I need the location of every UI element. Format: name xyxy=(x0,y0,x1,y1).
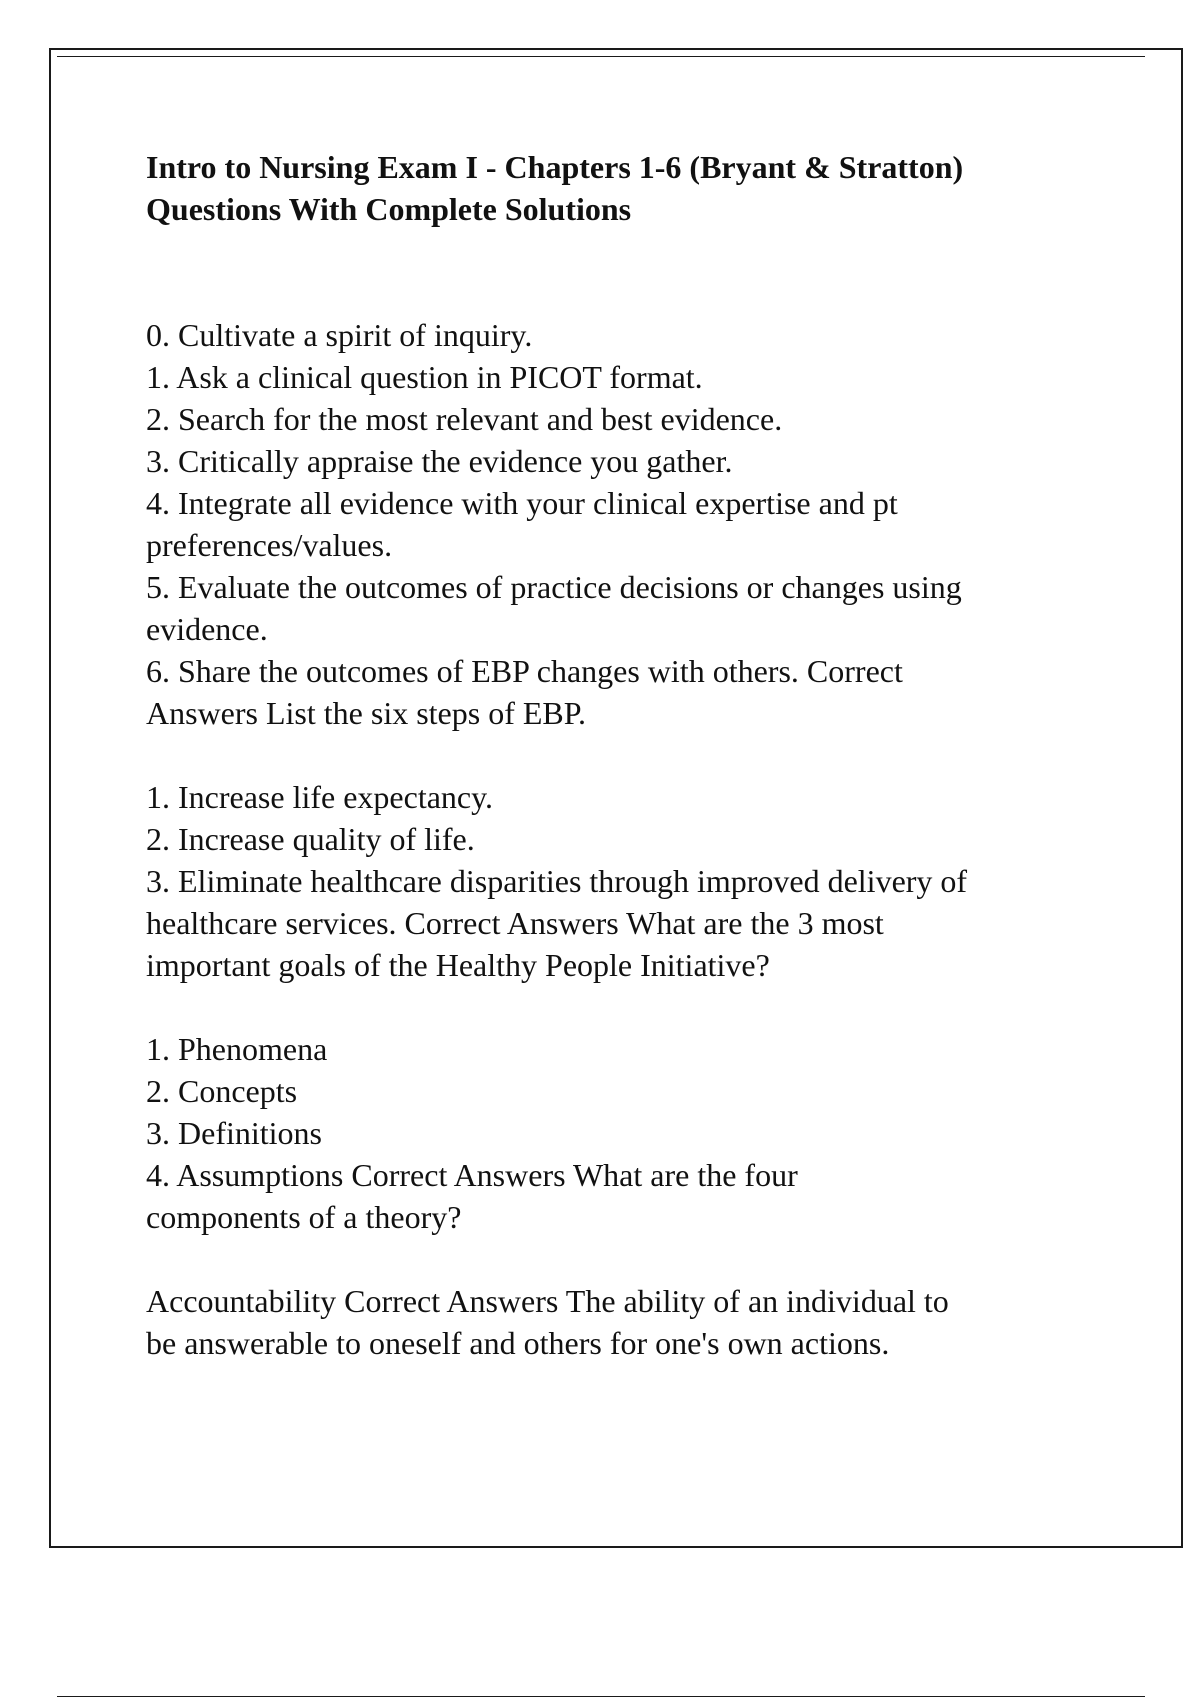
text-line: important goals of the Healthy People Initiative? xyxy=(146,947,770,983)
text-line: 5. Evaluate the outcomes of practice decisions or changes using xyxy=(146,569,962,605)
text-line: 1. Ask a clinical question in PICOT format. xyxy=(146,359,703,395)
text-line: healthcare services. Correct Answers What are the 3 most xyxy=(146,905,884,941)
text-line: preferences/values. xyxy=(146,527,393,563)
document-body xyxy=(146,146,1086,1406)
document-title xyxy=(146,146,1086,230)
text-line: 0. Cultivate a spirit of inquiry. xyxy=(146,317,533,353)
qa-block-ebp-steps xyxy=(146,314,1086,734)
text-line: 6. Share the outcomes of EBP changes with others. Correct xyxy=(146,653,903,689)
title-line: Questions With Complete Solutions xyxy=(146,191,632,227)
text-line: 1. Increase life expectancy. xyxy=(146,779,494,815)
text-line: 2. Concepts xyxy=(146,1073,298,1109)
text-line: 2. Search for the most relevant and best evidence. xyxy=(146,401,783,437)
text-line: 2. Increase quality of life. xyxy=(146,821,475,857)
text-line: 3. Critically appraise the evidence you gather. xyxy=(146,443,733,479)
text-line: 1. Phenomena xyxy=(146,1031,328,1067)
text-line: Accountability Correct Answers The ability of an individual to xyxy=(146,1283,949,1319)
text-line: evidence. xyxy=(146,611,268,647)
text-line: 3. Eliminate healthcare disparities through improved delivery of xyxy=(146,863,968,899)
bottom-rule xyxy=(57,1696,1145,1697)
qa-block-theory-components xyxy=(146,1028,1086,1238)
text-line: 4. Integrate all evidence with your clinical expertise and pt xyxy=(146,485,898,521)
top-rule xyxy=(57,56,1145,57)
text-line: 3. Definitions xyxy=(146,1115,322,1151)
qa-block-accountability xyxy=(146,1280,1086,1364)
text-line: Answers List the six steps of EBP. xyxy=(146,695,586,731)
qa-block-healthy-people xyxy=(146,776,1086,986)
text-line: 4. Assumptions Correct Answers What are the four xyxy=(146,1157,798,1193)
text-line: be answerable to oneself and others for one's own actions. xyxy=(146,1325,890,1361)
title-line: Intro to Nursing Exam I - Chapters 1-6 (Bryant & Stratton) xyxy=(146,149,964,185)
text-line: components of a theory? xyxy=(146,1199,462,1235)
